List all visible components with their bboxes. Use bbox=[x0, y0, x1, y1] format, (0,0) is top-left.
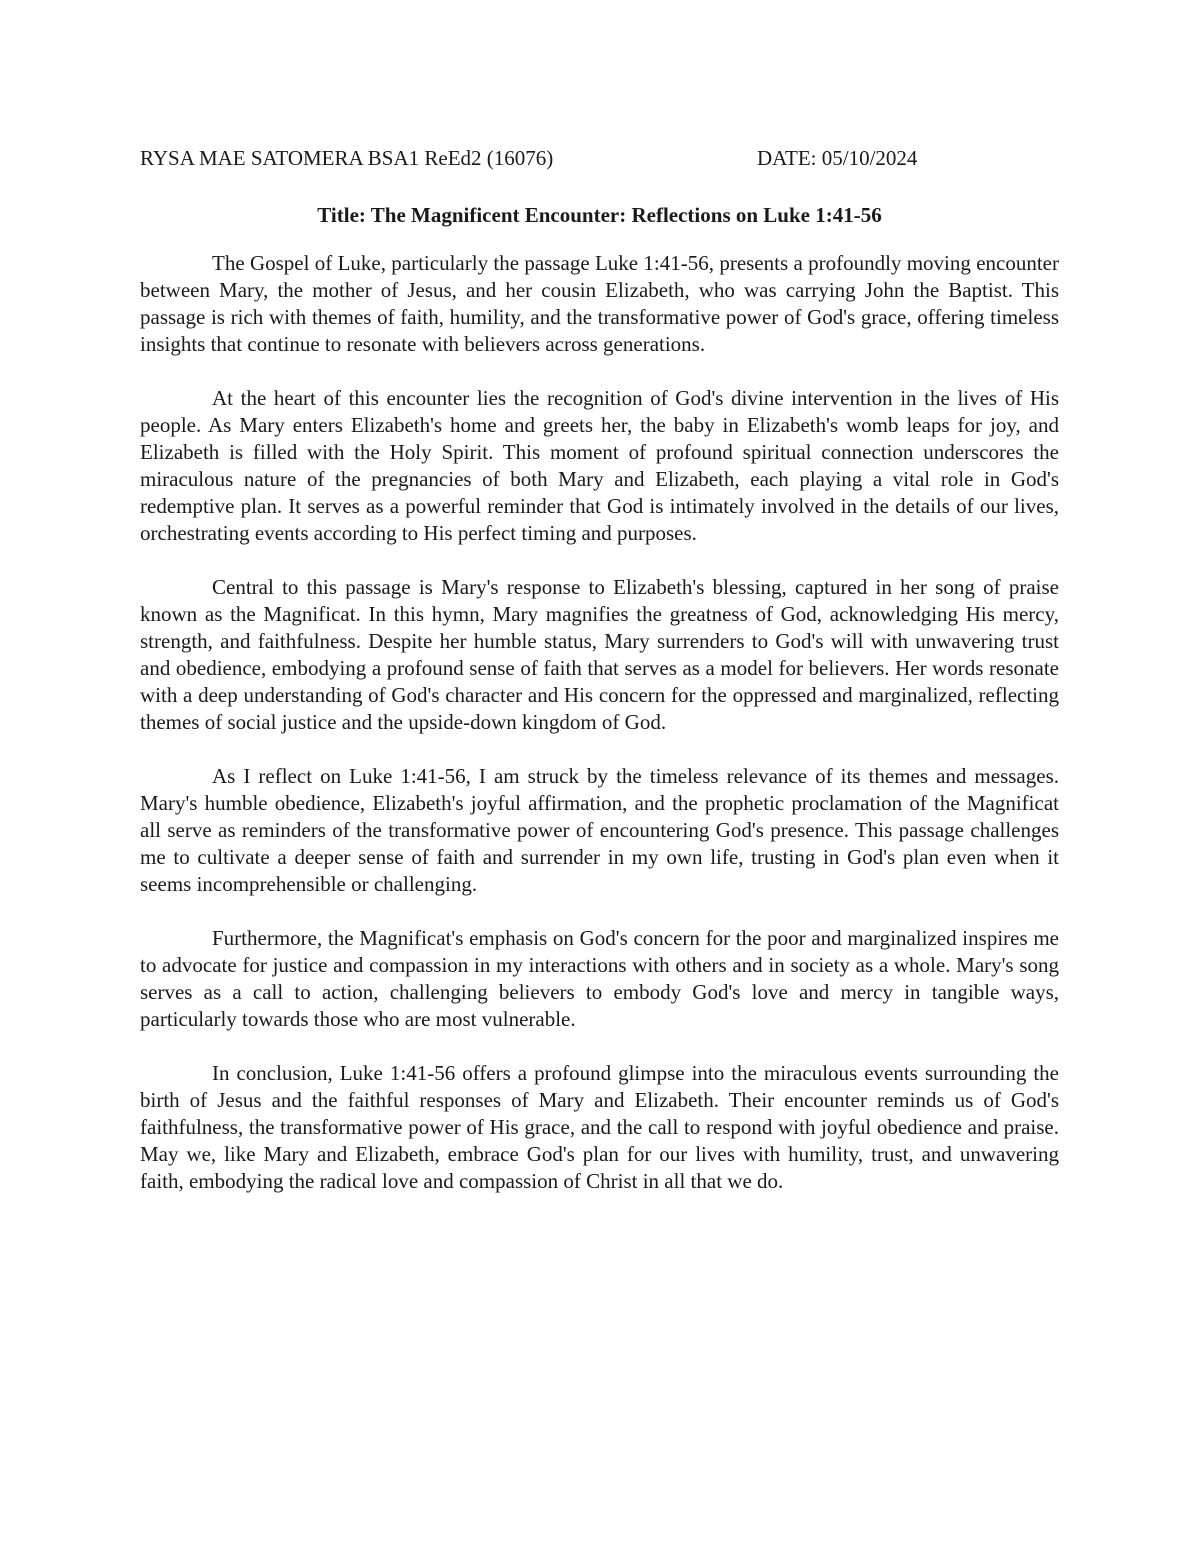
document-date: DATE: 05/10/2024 bbox=[757, 146, 918, 170]
paragraph-magnificat: Central to this passage is Mary's response to Elizabeth's blessing, captured in her song of praise known as the Magnificat. In this hymn, Mary magnifies the greatness of God, acknowledging His mercy, strength, and faithfulness. Despite her humble status, Mary surrenders to God's will with unwavering trust and obedience, embodying a profound sense of faith that serves as a model for believers. Her words resonate with a deep understanding of God's character and His concern for the oppressed and marginalized, reflecting themes of social justice and the upside-down kingdom of God. bbox=[140, 575, 1059, 734]
document-header bbox=[140, 143, 1059, 173]
paragraph-encounter: At the heart of this encounter lies the recognition of God's divine intervention in the lives of His people. As Mary enters Elizabeth's home and greets her, the baby in Elizabeth's womb leaps for joy, and Elizabeth is filled with the Holy Spirit. This moment of profound spiritual connection underscores the miraculous nature of the pregnancies of both Mary and Elizabeth, each playing a vital role in God's redemptive plan. It serves as a powerful reminder that God is intimately involved in the details of our lives, orchestrating events according to His perfect timing and purposes. bbox=[140, 386, 1059, 545]
paragraph-reflection: As I reflect on Luke 1:41-56, I am struck by the timeless relevance of its themes and messages. Mary's humble obedience, Elizabeth's joyful affirmation, and the prophetic proclamation of the Magnificat all serve as reminders of the transformative power of encountering God's presence. This passage challenges me to cultivate a deeper sense of faith and surrender in my own life, trusting in God's plan even when it seems incomprehensible or challenging. bbox=[140, 764, 1059, 896]
paragraph-justice: Furthermore, the Magnificat's emphasis on God's concern for the poor and marginalized inspires me to advocate for justice and compassion in my interactions with others and in society as a whole. Mary's song serves as a call to action, challenging believers to embody God's love and mercy in tangible ways, particularly towards those who are most vulnerable. bbox=[140, 926, 1059, 1031]
paragraph-introduction: The Gospel of Luke, particularly the passage Luke 1:41-56, presents a profoundly moving encounter between Mary, the mother of Jesus, and her cousin Elizabeth, who was carrying John the Baptist. This passage is rich with themes of faith, humility, and the transformative power of God's grace, offering timeless insights that continue to resonate with believers across generations. bbox=[140, 251, 1059, 356]
document-page bbox=[140, 143, 1059, 1195]
paragraph-conclusion: In conclusion, Luke 1:41-56 offers a profound glimpse into the miraculous events surrounding the birth of Jesus and the faithful responses of Mary and Elizabeth. Their encounter reminds us of God's faithfulness, the transformative power of His grace, and the call to respond with joyful obedience and praise. May we, like Mary and Elizabeth, embrace God's plan for our lives with humility, trust, and unwavering faith, embodying the radical love and compassion of Christ in all that we do. bbox=[140, 1061, 1059, 1193]
student-info: RYSA MAE SATOMERA BSA1 ReEd2 (16076) bbox=[140, 146, 554, 170]
document-title: Title: The Magnificent Encounter: Reflections on Luke 1:41-56 bbox=[317, 203, 882, 227]
